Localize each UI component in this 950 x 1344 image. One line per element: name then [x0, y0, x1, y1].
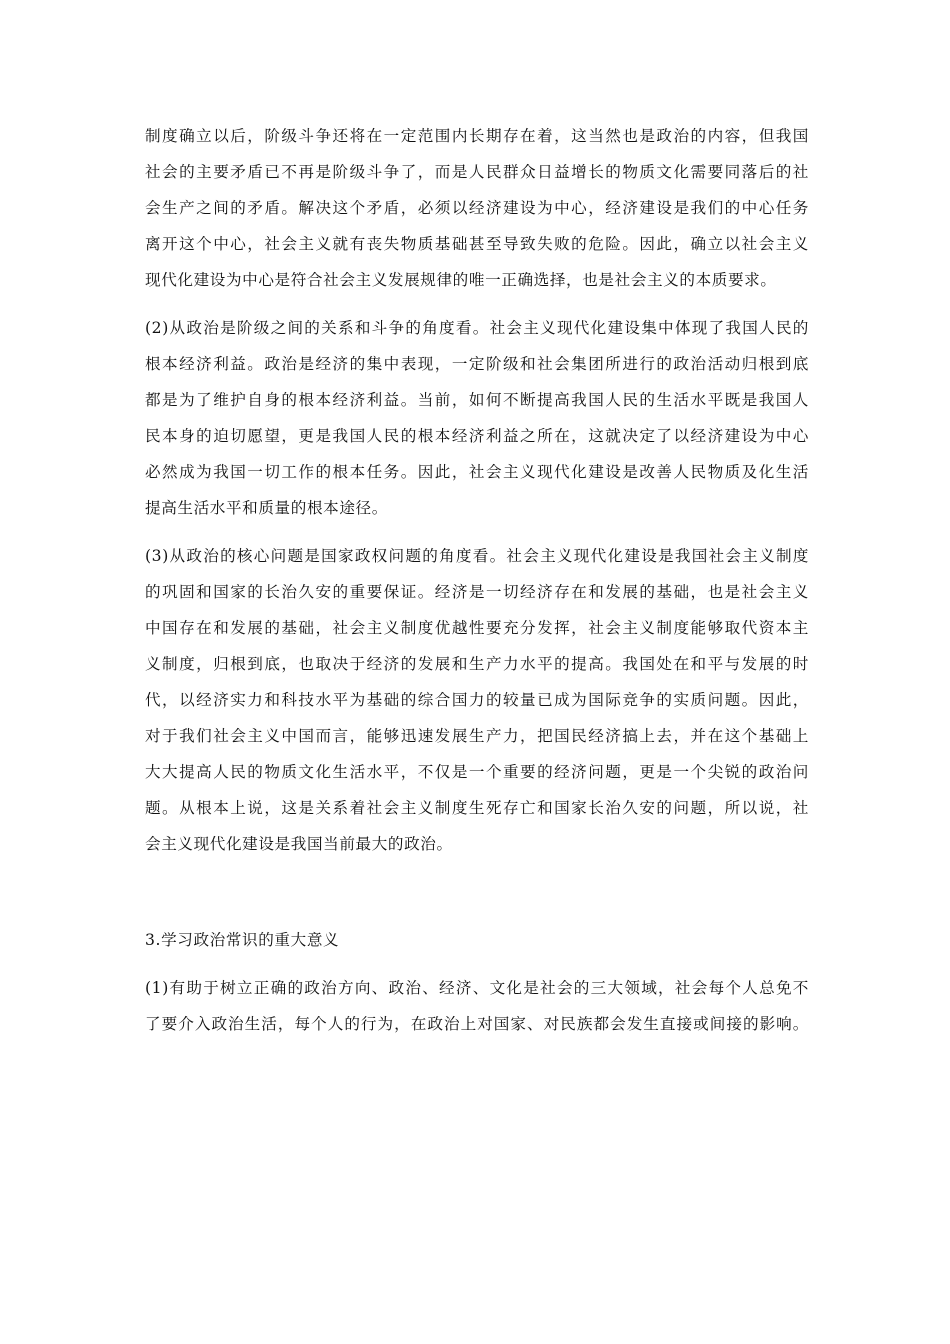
paragraph-4	[145, 970, 809, 1042]
text-line: 必然成为我国一切工作的根本任务。因此，社会主义现代化建设是改善人民物质及化生活	[145, 463, 809, 481]
paragraph-1	[145, 118, 809, 298]
paragraph-2	[145, 310, 809, 526]
text-line: 离开这个中心，社会主义就有丧失物质基础甚至导致失败的危险。因此，确立以社会主义	[145, 235, 809, 253]
text-line: 社会的主要矛盾已不再是阶级斗争了，而是人民群众日益增长的物质文化需要同落后的社	[145, 163, 809, 181]
text-line: 对于我们社会主义中国而言，能够迅速发展生产力，把国民经济搞上去，并在这个基础上	[145, 727, 809, 745]
document-page	[145, 118, 809, 1054]
text-line: 会生产之间的矛盾。解决这个矛盾，必须以经济建设为中心，经济建设是我们的中心任务	[145, 199, 809, 217]
text-line: 代，以经济实力和科技水平为基础的综合国力的较量已成为国际竞争的实质问题。因此，	[145, 691, 809, 709]
text-line: 制度确立以后，阶级斗争还将在一定范围内长期存在着，这当然也是政治的内容，但我国	[145, 127, 809, 145]
text-line: 的巩固和国家的长治久安的重要保证。经济是一切经济存在和发展的基础，也是社会主义	[145, 583, 809, 601]
text-line: (2)从政治是阶级之间的关系和斗争的角度看。社会主义现代化建设集中体现了我国人民的	[145, 319, 809, 337]
text-line: 民本身的迫切愿望，更是我国人民的根本经济利益之所在，这就决定了以经济建设为中心	[145, 427, 809, 445]
paragraph-3	[145, 538, 809, 862]
heading-text: 3.学习政治常识的重大意义	[145, 931, 340, 949]
text-line: 中国存在和发展的基础，社会主义制度优越性要充分发挥，社会主义制度能够取代资本主	[145, 619, 809, 637]
text-line: 题。从根本上说，这是关系着社会主义制度生死存亡和国家长治久安的问题，所以说，社	[145, 799, 809, 817]
text-line: 大大提高人民的物质文化生活水平，不仅是一个重要的经济问题，更是一个尖锐的政治问	[145, 763, 809, 781]
text-line: 了要介入政治生活，每个人的行为，在政治上对国家、对民族都会发生直接或间接的影响。	[145, 1015, 809, 1033]
text-line: (1)有助于树立正确的政治方向、政治、经济、文化是社会的三大领域，社会每个人总免不	[145, 979, 809, 997]
text-line: (3)从政治的核心问题是国家政权问题的角度看。社会主义现代化建设是我国社会主义制度	[145, 547, 809, 565]
text-line: 提高生活水平和质量的根本途径。	[145, 499, 388, 517]
text-line: 会主义现代化建设是我国当前最大的政治。	[145, 835, 453, 853]
text-line: 义制度，归根到底，也取决于经济的发展和生产力水平的提高。我国处在和平与发展的时	[145, 655, 809, 673]
section-heading	[145, 922, 809, 958]
text-line: 现代化建设为中心是符合社会主义发展规律的唯一正确选择，也是社会主义的本质要求。	[145, 271, 777, 289]
text-line: 根本经济利益。政治是经济的集中表现，一定阶级和社会集团所进行的政治活动归根到底	[145, 355, 809, 373]
text-line: 都是为了维护自身的根本经济利益。当前，如何不断提高我国人民的生活水平既是我国人	[145, 391, 809, 409]
